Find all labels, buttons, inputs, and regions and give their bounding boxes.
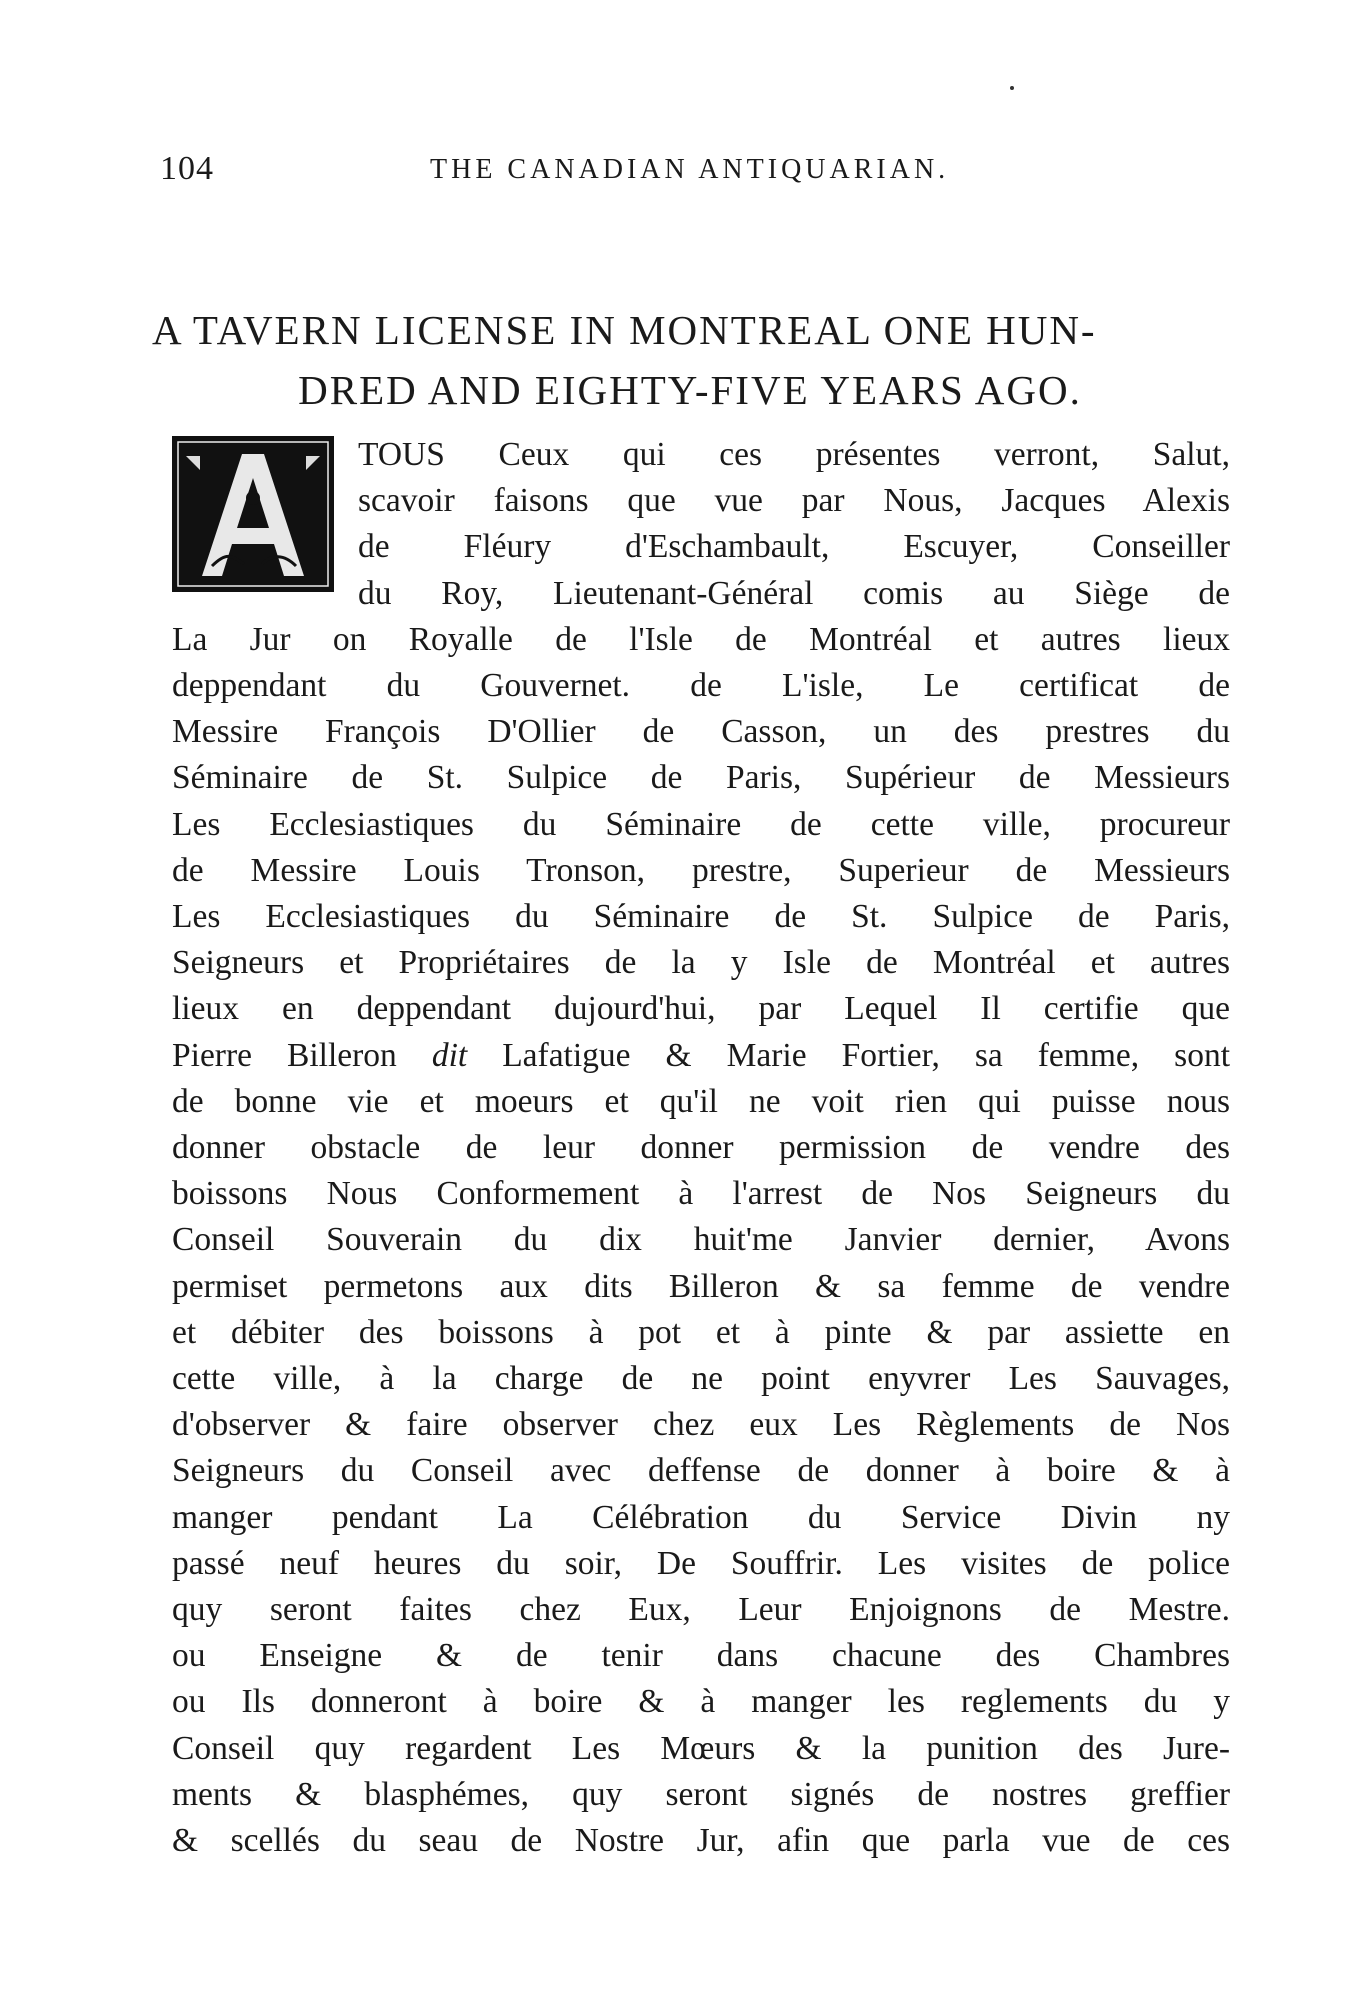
- body-line: Les Ecclesiastiques du Séminaire de cette ville, procureur: [172, 805, 1230, 843]
- body-line: boissons Nous Conformement à l'arrest de Nos Seigneurs du: [172, 1175, 1230, 1213]
- body-line: Seigneurs du Conseil avec deffense de donner à boire & à: [172, 1452, 1230, 1490]
- body-line: & scellés du seau de Nostre Jur, afin que parla vue de ces: [172, 1822, 1230, 1860]
- italic-dit: dit: [431, 1036, 468, 1074]
- body-line: quy seront faites chez Eux, Leur Enjoignons de Mestre.: [172, 1591, 1230, 1629]
- body-line: ments & blasphémes, quy seront signés de nostres greffier: [172, 1775, 1230, 1813]
- body-line: ou Ils donneront à boire & à manger les reglements du y: [172, 1683, 1230, 1721]
- body-line: Conseil Souverain du dix huit'me Janvier dernier, Avons: [172, 1221, 1230, 1259]
- body-line: Les Ecclesiastiques du Séminaire de St. Sulpice de Paris,: [172, 898, 1230, 936]
- body-line: donner obstacle de leur donner permission de vendre des: [172, 1129, 1230, 1167]
- body-line: ou Enseigne & de tenir dans chacune des Chambres: [172, 1637, 1230, 1675]
- body-line: Conseil quy regardent Les Mœurs & la punition des Jure-: [172, 1729, 1230, 1767]
- article-body: [172, 432, 1230, 1864]
- body-line: de bonne vie et moeurs et qu'il ne voit rien qui puisse nous: [172, 1082, 1230, 1120]
- body-line: TOUS Ceux qui ces présentes verront, Salut,: [358, 436, 1230, 473]
- body-line: de Messire Louis Tronson, prestre, Superieur de Messieurs: [172, 851, 1230, 889]
- body-text-segment: Pierre Billeron: [172, 1036, 397, 1074]
- print-speck: [1010, 86, 1014, 90]
- journal-title: THE CANADIAN ANTIQUARIAN.: [430, 154, 950, 185]
- body-line: et débiter des boissons à pot et à pinte & par assiette en: [172, 1313, 1230, 1351]
- body-line: du Roy, Lieutenant-Général comis au Siège de: [358, 574, 1230, 612]
- body-line: deppendant du Gouvernet. de L'isle, Le certificat de: [172, 667, 1230, 705]
- body-line: cette ville, à la charge de ne point enyvrer Les Sauvages,: [172, 1360, 1230, 1398]
- article-title-line-2: DRED AND EIGHTY-FIVE YEARS AGO.: [298, 367, 1082, 413]
- article-title-line-1: A TAVERN LICENSE IN MONTREAL ONE HUN-: [152, 307, 1097, 353]
- running-head: [160, 150, 1200, 190]
- body-line: passé neuf heures du soir, De Souffrir. Les visites de police: [172, 1544, 1230, 1582]
- body-text-segment: Lafatigue & Marie Fortier, sa femme, sont: [502, 1036, 1231, 1074]
- article-title: [140, 300, 1240, 420]
- body-line: La Jur on Royalle de l'Isle de Montréal et autres lieux: [172, 620, 1230, 658]
- body-line: d'observer & faire observer chez eux Les Règlements de Nos: [172, 1406, 1230, 1444]
- body-line-with-italic: [172, 1033, 1230, 1079]
- body-line: de Fléury d'Eschambault, Escuyer, Conseiller: [358, 528, 1230, 566]
- body-line: Seigneurs et Propriétaires de la y Isle de Montréal et autres: [172, 944, 1230, 982]
- body-line: manger pendant La Célébration du Service Divin ny: [172, 1498, 1230, 1536]
- body-line: scavoir faisons que vue par Nous, Jacques Alexis: [358, 482, 1230, 520]
- page-number: 104: [160, 150, 214, 187]
- body-line: Messire François D'Ollier de Casson, un des prestres du: [172, 713, 1230, 751]
- body-line: Séminaire de St. Sulpice de Paris, Supérieur de Messieurs: [172, 759, 1230, 797]
- ornamental-dropcap-a-icon: [172, 436, 334, 592]
- body-line: lieux en deppendant dujourd'hui, par Lequel Il certifie que: [172, 990, 1230, 1028]
- body-line: permiset permetons aux dits Billeron & sa femme de vendre: [172, 1267, 1230, 1305]
